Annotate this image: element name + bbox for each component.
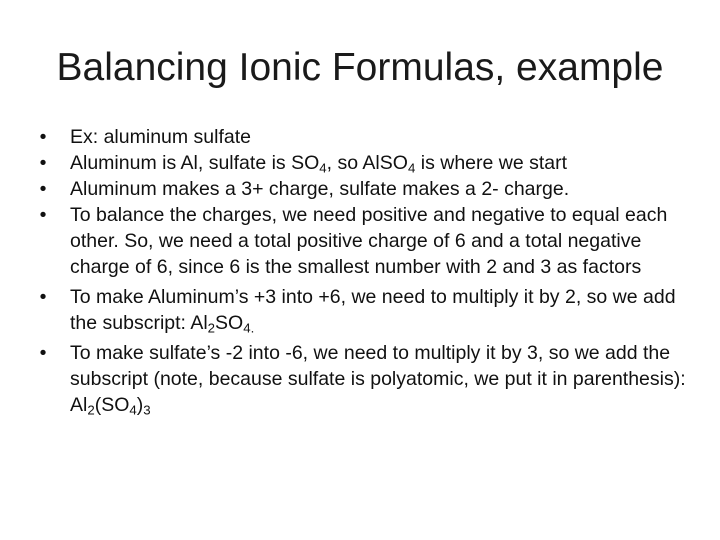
bullet-list xyxy=(34,124,694,418)
bullet-marker: • xyxy=(39,126,47,148)
bullet-text: Ex: aluminum sulfate xyxy=(70,126,251,148)
subscript: 2 xyxy=(207,320,216,336)
bullet-item xyxy=(34,284,694,336)
bullet-marker: • xyxy=(39,342,47,364)
subscript: 4 xyxy=(407,160,416,176)
bullet-marker: • xyxy=(39,286,47,308)
bullet-text: To make sulfate’s -2 into -6, we need to multiply it by 3, so we add the subscript (note, because sulfate is polyatomic, we put it in parenthesis): $Al_2(SO_4)_3$ xyxy=(70,342,686,418)
subscript: 4. xyxy=(243,320,255,336)
bullet-item xyxy=(34,340,694,418)
slide-title: Balancing Ionic Formulas, example xyxy=(56,46,664,89)
subscript: 2 xyxy=(87,402,95,418)
bullet-text: Aluminum makes a 3+ charge, sulfate makes a 2- charge. xyxy=(70,178,570,200)
subscript: 4 xyxy=(319,160,327,176)
bullet-item xyxy=(34,202,694,280)
subscript: 4 xyxy=(129,402,137,418)
bullet-item xyxy=(34,176,694,202)
subscript: 3 xyxy=(143,402,151,418)
bullet-item xyxy=(34,150,694,176)
bullet-marker: • xyxy=(39,178,47,200)
bullet-text: To make Aluminum’s +3 into +6, we need to multiply it by 2, so we add the subscript: $Al_2SO_{4.}$ xyxy=(70,286,676,336)
bullet-item xyxy=(34,124,694,150)
bullet-marker: • xyxy=(39,204,47,226)
bullet-text: To balance the charges, we need positive and negative to equal each other. So, we need a total positive charge of 6 and a total negative charge of 6, since 6 is the smallest number with 2 and 3 as factors xyxy=(70,204,668,278)
bullet-text: Aluminum is Al, sulfate is $SO_4$, so AlSO$_4$ is where we start xyxy=(70,152,568,176)
bullet-marker: • xyxy=(39,152,47,174)
